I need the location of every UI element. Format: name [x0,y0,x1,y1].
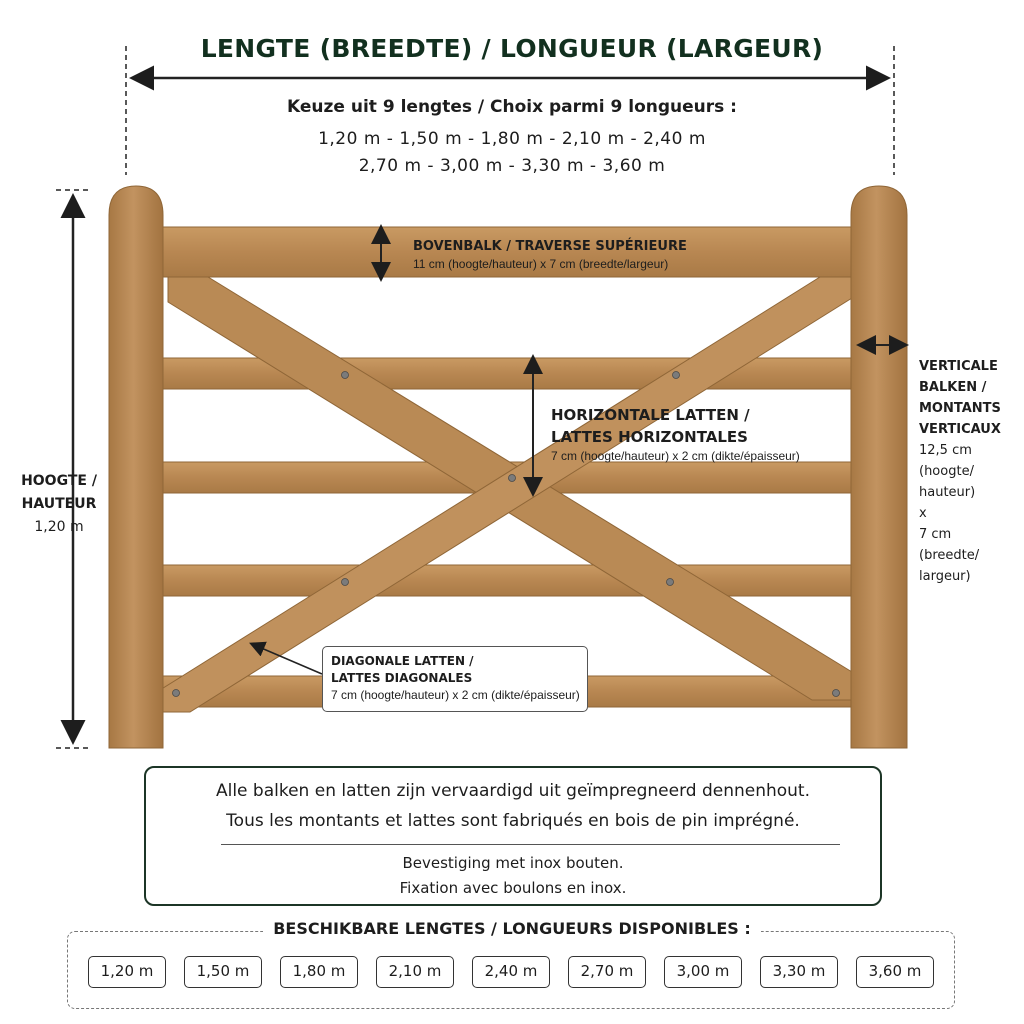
height-label [10,470,108,539]
vertical-dim-7: largeur) [919,569,971,584]
diagonal-title-2: LATTES DIAGONALES [331,671,473,685]
height-title-1: HOOGTE / [21,473,97,489]
height-value: 1,20 m [34,519,84,535]
diagonal-title-1: DIAGONALE LATTEN / [331,654,474,668]
top-rail-dims: 11 cm (hoogte/hauteur) x 7 cm (breedte/largeur) [413,257,669,271]
height-dimension [56,190,92,748]
vertical-dim-6: (breedte/ [919,548,980,563]
vertical-dim-5: 7 cm [919,527,952,542]
width-dimension [126,46,894,175]
page-title: LENGTE (BREEDTE) / LONGUEUR (LARGEUR) [200,34,824,63]
lengths-line-2: 2,70 m - 3,00 m - 3,30 m - 3,60 m [358,156,666,176]
available-lengths-title [0,919,1024,938]
material-fr: Tous les montants et lattes sont fabriqués en bois de pin imprégné. [226,811,800,831]
fixing-nl: Bevestiging met inox bouten. [402,854,624,872]
length-chip[interactable]: 3,00 m [664,956,742,988]
lengths-line-1: 1,20 m - 1,50 m - 1,80 m - 2,10 m - 2,40 m [318,129,706,149]
length-chip[interactable]: 2,40 m [472,956,550,988]
diagonal-label-box [322,646,588,712]
vertical-dim-2: (hoogte/ [919,464,974,479]
length-chip[interactable]: 2,10 m [376,956,454,988]
vertical-title-1: VERTICALE [919,359,998,374]
choice-heading: Keuze uit 9 lengtes / Choix parmi 9 longueurs : [287,97,737,117]
vertical-title-3: MONTANTS [919,401,1001,416]
vertical-dim-3: hauteur) [919,485,976,500]
diagonal-dims: 7 cm (hoogte/hauteur) x 2 cm (dikte/épaisseur) [331,688,580,702]
length-chip[interactable]: 1,80 m [280,956,358,988]
length-chip[interactable]: 2,70 m [568,956,646,988]
vertical-posts-label [919,356,1019,587]
vertical-dim-1: 12,5 cm [919,443,972,458]
available-lengths-title-text: BESCHIKBARE LENGTES / LONGUEURS DISPONIBLES : [263,919,761,938]
vertical-dim-4: x [919,506,927,521]
horizontal-dims: 7 cm (hoogte/hauteur) x 2 cm (dikte/épaisseur) [551,449,800,463]
material-nl: Alle balken en latten zijn vervaardigd uit geïmpregneerd dennenhout. [215,781,811,801]
height-title-2: HAUTEUR [21,496,97,512]
horizontal-title-2: LATTES HORIZONTALES [551,428,748,446]
top-rail-label [413,237,687,272]
vertical-title-2: BALKEN / [919,380,987,395]
horizontal-rails-label [551,404,800,464]
vertical-title-4: VERTICAUX [919,422,1001,437]
length-chip[interactable]: 3,60 m [856,956,934,988]
material-info-box [144,766,882,906]
length-chip[interactable]: 1,20 m [88,956,166,988]
top-rail-title: BOVENBALK / TRAVERSE SUPÉRIEURE [413,239,687,254]
horizontal-title-1: HORIZONTALE LATTEN / [551,406,750,424]
length-chip[interactable]: 3,30 m [760,956,838,988]
length-chip[interactable]: 1,50 m [184,956,262,988]
info-divider [221,844,840,845]
fixing-fr: Fixation avec boulons en inox. [399,879,627,897]
